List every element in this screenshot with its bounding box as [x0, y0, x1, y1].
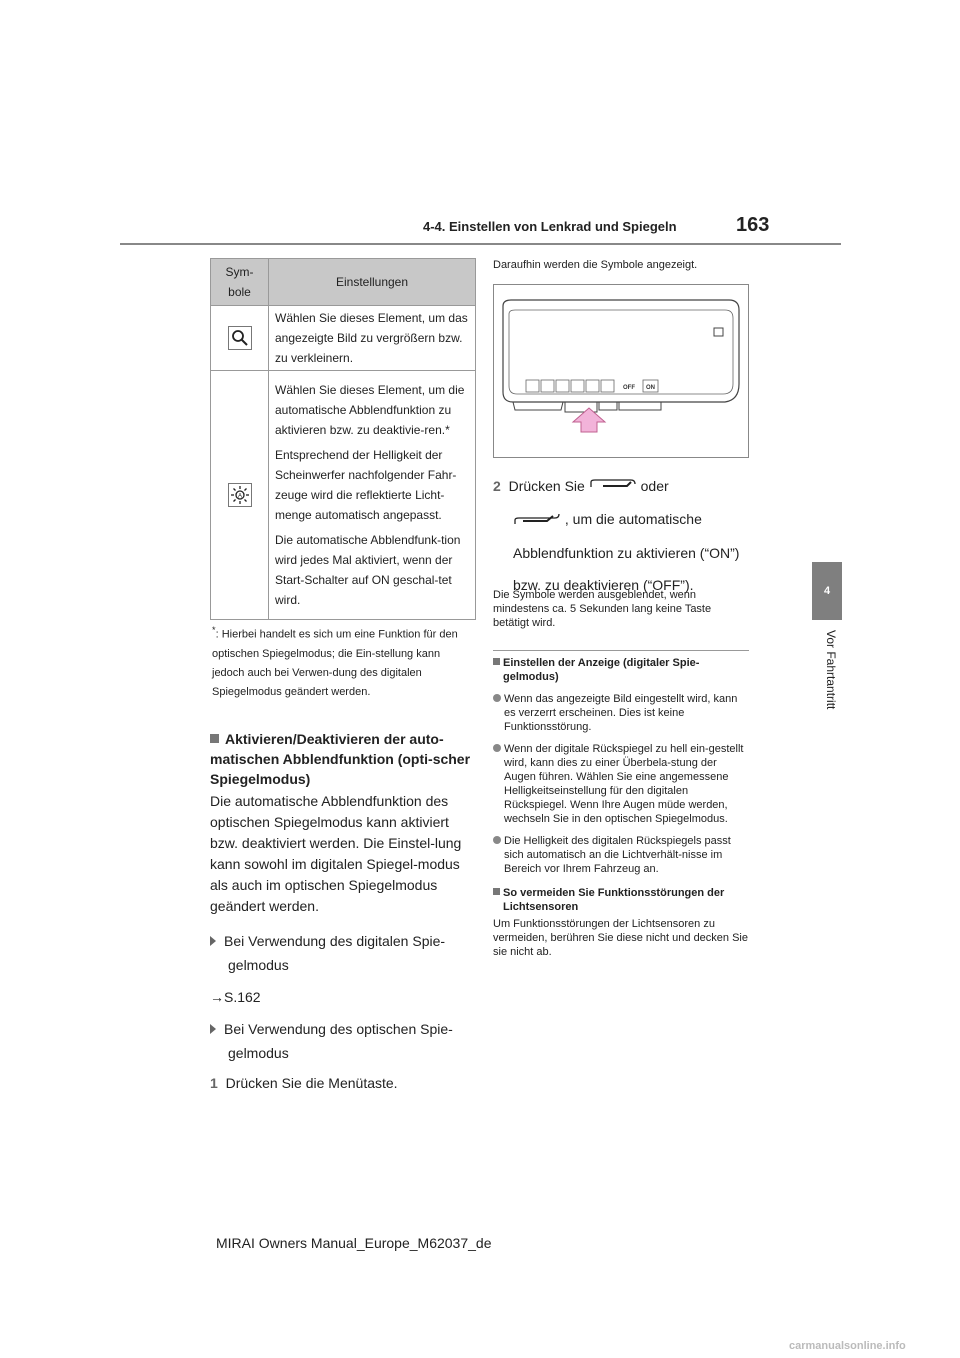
step2-note: Die Symbole werden ausgeblendet, wenn mindestens ca. 5 Sekunden lang keine Taste betätigt wird. — [493, 589, 712, 629]
auto-dimming-icon — [228, 483, 252, 507]
header-divider — [120, 243, 841, 245]
table-header-symbol — [211, 259, 269, 306]
dot-bullet-icon — [493, 694, 501, 702]
info-text-2: Um Funktionsstörungen der Lichtsensoren zu vermeiden, berühren Sie diese nicht und decken Sie sie nicht ab. — [493, 918, 748, 958]
table-row — [211, 306, 476, 371]
bullet-digital — [210, 929, 472, 977]
step-number: 1 — [210, 1075, 218, 1091]
info-heading-1-text: Einstellen der Anzeige (digitaler Spie-gelmodus) — [503, 657, 700, 683]
info-heading-2-text: So vermeiden Sie Funktionsstörungen der Lichtsensoren — [503, 887, 725, 913]
chapter-tab: 4 — [812, 562, 842, 620]
square-bullet-icon — [493, 658, 500, 665]
step2-text-a: Drücken Sie — [508, 478, 585, 494]
arrow-bullet-icon — [210, 1024, 216, 1034]
step2-continuation — [493, 503, 749, 600]
table-row — [211, 371, 476, 620]
list-item-text: Die Helligkeit des digitalen Rückspiegels passt sich automatisch an die Lichtverhält-nisse im Bereich vor Ihrem Fahrzeug an. — [504, 835, 731, 875]
row2-text-3: Die automatische Abblendfunk-tion wird jedes Mal aktiviert, wenn der Start-Schalter auf ON geschal-tet wird. — [275, 533, 461, 607]
list-item — [493, 742, 749, 826]
chapter-label: Vor Fahrtantritt — [824, 630, 838, 710]
step2-text-c: , um die automatische Abblendfunktion zu aktivieren (“ON”) bzw. zu deaktivieren (“OFF”). — [513, 511, 740, 593]
footnote-marker: * — [212, 625, 216, 635]
section-title: 4-4. Einstellen von Lenkrad und Spiegeln — [423, 219, 677, 234]
row2-text-2: Entsprechend der Helligkeit der Scheinwerfer nachfolgender Fahr-zeuge wird die reflektierte Licht-menge automatisch angepasst. — [275, 448, 457, 522]
footer: MIRAI Owners Manual_Europe_M62037_de — [216, 1235, 492, 1251]
info-box-divider — [493, 650, 749, 651]
figure-off-label: OFF — [623, 385, 635, 391]
dot-bullet-icon — [493, 836, 501, 844]
bullet1-text: Bei Verwendung des digitalen Spie-gelmodus — [224, 933, 446, 973]
list-item — [493, 692, 749, 734]
symbol-table — [210, 258, 476, 620]
page-number: 163 — [736, 214, 770, 236]
square-bullet-icon — [493, 888, 500, 895]
bullet2-text: Bei Verwendung des optischen Spie-gelmodus — [224, 1021, 453, 1061]
mirror-figure — [493, 284, 749, 463]
header-symbol-text: Sym- bole — [225, 265, 254, 299]
dot-bullet-icon — [493, 744, 501, 752]
step2-text-b: oder — [640, 478, 669, 494]
dimming-on-button-icon — [589, 471, 637, 503]
left-body — [210, 791, 472, 1095]
heading-text: Aktivieren/Deaktivieren der auto-matischen Abblendfunktion (opti-scher Spiegelmodus) — [210, 731, 471, 787]
info-box — [493, 656, 749, 959]
magnifier-icon — [228, 326, 252, 350]
footnote — [212, 621, 472, 702]
step-1 — [210, 1071, 472, 1095]
figure-intro: Daraufhin werden die Symbole angezeigt. — [493, 259, 698, 271]
list-item-text: Wenn der digitale Rückspiegel zu hell ein-gestellt wird, kann dies zu einer Überbela-stung der Augen führen. Wählen Sie eine angemessene Helligkeitseinstellung für den digitalen Rückspiegel. Wenn Ihre Augen müde werden, wechseln Sie in den optischen Spiegelmodus. — [504, 743, 744, 825]
list-item — [493, 834, 749, 876]
step-number: 2 — [493, 478, 501, 494]
info-heading-2 — [493, 886, 749, 914]
intro-paragraph: Die automatische Abblendfunktion des optischen Spiegelmodus kann aktiviert bzw. deaktiviert werden. Die Einstel-lung kann sowohl im digitalen Spiegel-modus als auch im optischen Spiegelmodus geändert werden. — [210, 793, 462, 914]
figure-on-label: ON — [646, 385, 655, 391]
row2-text-1: Wählen Sie dieses Element, um die automatische Abblendfunktion zu aktivieren bzw. zu deaktivie-ren.* — [275, 383, 465, 437]
table-header-settings: Einstellungen — [269, 259, 476, 306]
step2-line1 — [493, 470, 749, 503]
row1-text: Wählen Sie dieses Element, um das angezeigte Bild zu vergrößern bzw. zu verkleinern. — [275, 311, 468, 365]
page-ref[interactable]: →S.162 — [210, 989, 261, 1005]
square-bullet-icon — [210, 734, 219, 743]
step-2 — [493, 470, 749, 601]
step1-text: Drücken Sie die Menütaste. — [225, 1075, 398, 1091]
footnote-text: : Hierbei handelt es sich um eine Funktion für den optischen Spiegelmodus; die Ein-stellung kann jedoch auch bei Verwen-dung des digitalen Spiegelmodus geändert werden. — [212, 628, 458, 698]
section-heading — [210, 729, 472, 789]
list-item-text: Wenn das angezeigte Bild eingestellt wird, kann es verzerrt erscheinen. Dies ist keine Funktionsstörung. — [504, 693, 738, 733]
bullet-optical — [210, 1017, 472, 1065]
svg-text:A: A — [237, 493, 242, 500]
watermark: carmanualsonline.info — [789, 1340, 906, 1352]
info-heading-1 — [493, 656, 749, 684]
dimming-off-button-icon — [513, 505, 561, 537]
arrow-bullet-icon — [210, 936, 216, 946]
